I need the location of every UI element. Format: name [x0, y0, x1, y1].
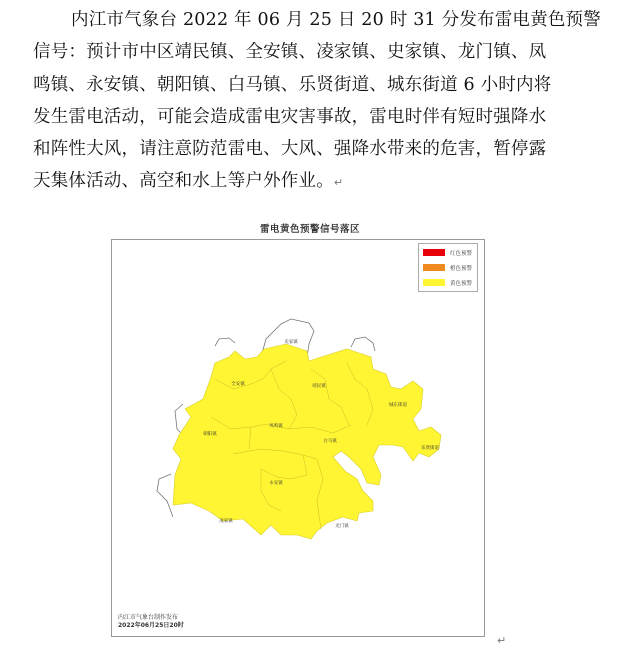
legend-item-yellow — [419, 276, 477, 289]
legend-label: 红色预警 — [450, 250, 473, 257]
return-mark-icon: ↵ — [497, 634, 507, 647]
place-label: 城东街道 — [389, 403, 407, 408]
place-label: 全安镇 — [231, 382, 245, 387]
orange-swatch — [423, 264, 445, 271]
place-label: 凌家镇 — [219, 519, 233, 524]
place-label: 凤鸣镇 — [269, 424, 283, 429]
paragraph-line: 内江市气象台 2022 年 06 月 25 日 20 时 31 分发布雷电黄色预警 — [71, 10, 601, 30]
legend-label: 橙色预警 — [450, 265, 473, 272]
neighbor-outline — [351, 337, 375, 351]
issue-datetime: 2022年06月25日20时 — [118, 622, 184, 629]
place-label: 永安镇 — [269, 481, 283, 486]
paragraph-line: 信号：预计市中区靖民镇、全安镇、凌家镇、史家镇、龙门镇、凤 — [33, 42, 547, 63]
neighbor-outline — [215, 338, 235, 346]
map-title: 雷电黄色预警信号落区 — [259, 224, 360, 235]
paragraph-line: 鸣镇、永安镇、朝阳镇、白马镇、乐贤街道、城东街道 6 小时内将 — [33, 74, 552, 95]
warning-map — [111, 239, 483, 635]
place-label: 史家镇 — [284, 340, 298, 345]
paragraph-line: 和阵性大风，请注意防范雷电、大风、强降水带来的危害，暂停露 — [33, 139, 547, 160]
place-label: 靖民镇 — [312, 384, 326, 389]
place-label: 乐贤街道 — [421, 446, 439, 451]
yellow-warning-area — [173, 344, 441, 539]
place-label: 白马镇 — [323, 439, 337, 444]
issuer-text: 内江市气象台制作发布 — [118, 614, 179, 621]
return-mark-icon: ↵ — [333, 176, 344, 190]
place-label: 龙门镇 — [335, 524, 349, 529]
map-footer — [118, 614, 184, 630]
yellow-swatch — [423, 279, 445, 286]
paragraph-text: 天集体活动、高空和水上等户外作业。 — [33, 171, 334, 192]
paragraph-line: 发生雷电活动，可能会造成雷电灾害事故，雷电时伴有短时强降水 — [33, 106, 547, 127]
legend-label: 黄色预警 — [450, 280, 473, 287]
place-label: 朝阳镇 — [203, 432, 217, 437]
neighbor-outline — [157, 474, 173, 517]
legend-item-orange — [419, 261, 477, 274]
warning-paragraph — [33, 4, 601, 198]
map-legend — [418, 243, 478, 292]
legend-item-red — [419, 246, 477, 259]
paragraph-line — [33, 165, 593, 197]
red-swatch — [423, 249, 445, 256]
